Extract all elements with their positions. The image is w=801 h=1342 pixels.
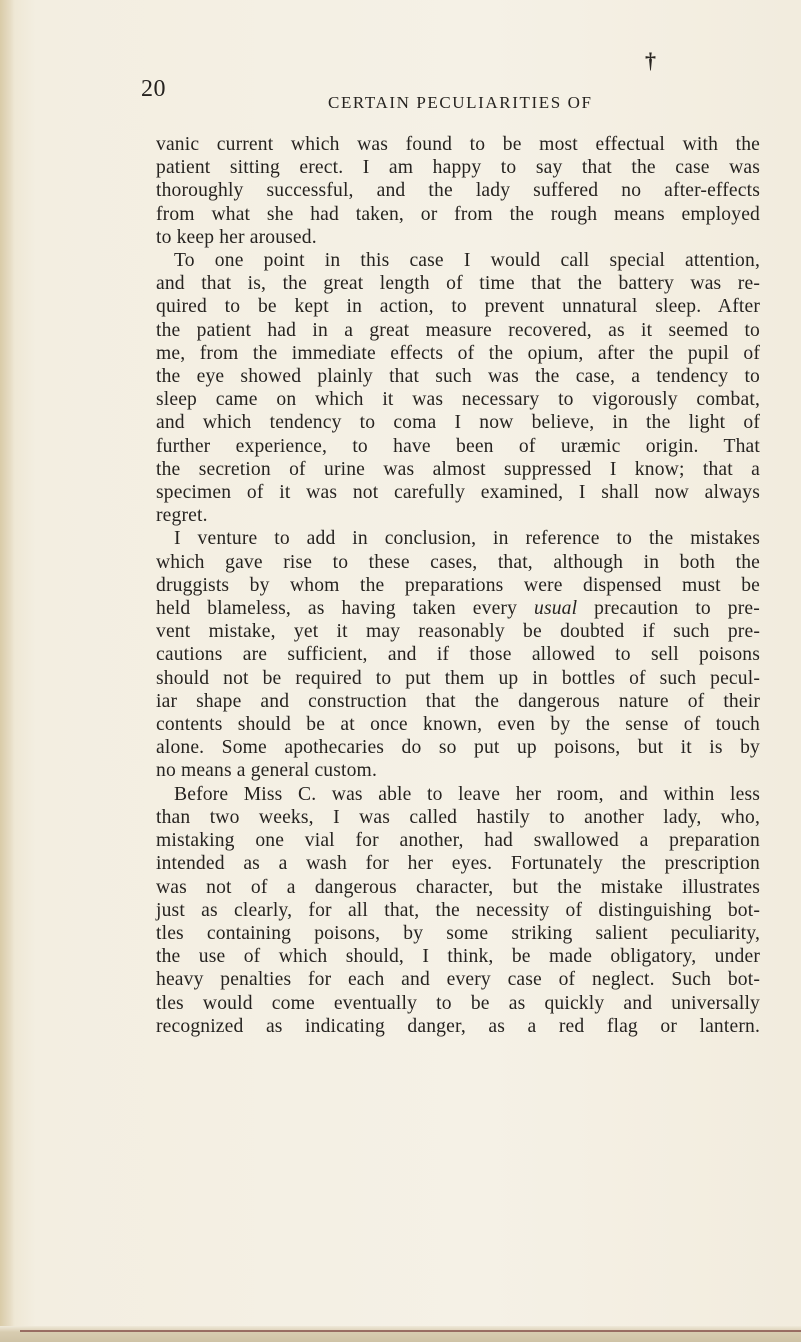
text-line: heavy penalties for each and every case of neglect. Such bot- xyxy=(156,969,760,991)
text-line: no means a general custom. xyxy=(156,760,377,782)
text-line: than two weeks, I was called hastily to another lady, who, xyxy=(156,806,760,828)
text-line-with-emphasis xyxy=(156,597,760,620)
text-line: and that is, the great length of time that the battery was re- xyxy=(156,273,760,295)
text-line: the use of which should, I think, be made obligatory, under xyxy=(156,946,760,968)
text-line: recognized as indicating danger, as a red flag or lantern. xyxy=(156,1015,760,1037)
text-line: druggists by whom the preparations were dispensed must be xyxy=(156,574,760,596)
text-line: vanic current which was found to be most effectual with the xyxy=(156,134,760,155)
text-line: from what she had taken, or from the rough means employed xyxy=(156,203,760,225)
text-line: specimen of it was not carefully examined, I shall now always xyxy=(156,482,760,504)
text-line: to keep her aroused. xyxy=(156,226,317,248)
text-line: mistaking one vial for another, had swallowed a preparation xyxy=(156,830,760,852)
text-line: vent mistake, yet it may reasonably be doubted if such pre- xyxy=(156,621,760,643)
emphasized-word: usual xyxy=(534,598,578,620)
text-line: To one point in this case I would call special attention, xyxy=(174,250,760,272)
line-segment: held blameless, as having taken every xyxy=(156,598,518,620)
page-number: 20 xyxy=(141,76,166,102)
text-line: quired to be kept in action, to prevent unnatural sleep. After xyxy=(156,296,760,318)
page-bottom-edge xyxy=(0,1326,801,1342)
text-line: tles containing poisons, by some striking salient peculiarity, xyxy=(156,922,760,944)
body-text xyxy=(156,133,760,1038)
text-line: should not be required to put them up in bottles of such pecul- xyxy=(156,667,760,689)
text-line: was not of a dangerous character, but the mistake illustrates xyxy=(156,876,760,898)
text-line: me, from the immediate effects of the opium, after the pupil of xyxy=(156,342,760,364)
text-line: Before Miss C. was able to leave her room, and within less xyxy=(174,783,760,805)
text-line: thoroughly successful, and the lady suffered no after-effects xyxy=(156,180,760,202)
text-line: contents should be at once known, even by the sense of touch xyxy=(156,714,760,736)
running-head: CERTAIN PECULIARITIES OF xyxy=(328,93,593,112)
binding-gutter xyxy=(0,0,14,1342)
text-line: tles would come eventually to be as quickly and universally xyxy=(156,992,760,1014)
text-line: the secretion of urine was almost suppressed I know; that a xyxy=(156,458,760,480)
text-line: I venture to add in conclusion, in reference to the mistakes xyxy=(174,528,760,550)
bottom-rule xyxy=(20,1330,801,1332)
line-segment: precaution to pre- xyxy=(594,598,760,620)
text-line: just as clearly, for all that, the necessity of distinguishing bot- xyxy=(156,899,760,921)
text-line: and which tendency to coma I now believe, in the light of xyxy=(156,412,760,434)
text-line: patient sitting erect. I am happy to say that the case was xyxy=(156,157,760,179)
text-line: cautions are sufficient, and if those allowed to sell poisons xyxy=(156,644,760,666)
text-line: intended as a wash for her eyes. Fortunately the prescription xyxy=(156,853,760,875)
text-line: the patient had in a great measure recovered, as it seemed to xyxy=(156,319,760,341)
text-line: sleep came on which it was necessary to vigorously combat, xyxy=(156,389,760,411)
text-line: regret. xyxy=(156,505,208,527)
text-line: further experience, to have been of uræmic origin. That xyxy=(156,435,760,457)
text-line: the eye showed plainly that such was the case, a tendency to xyxy=(156,366,760,388)
marginal-mark: † xyxy=(645,48,656,73)
text-line: iar shape and construction that the dangerous nature of their xyxy=(156,690,760,712)
text-line: alone. Some apothecaries do so put up poisons, but it is by xyxy=(156,737,760,759)
text-line: which gave rise to these cases, that, although in both the xyxy=(156,551,760,573)
